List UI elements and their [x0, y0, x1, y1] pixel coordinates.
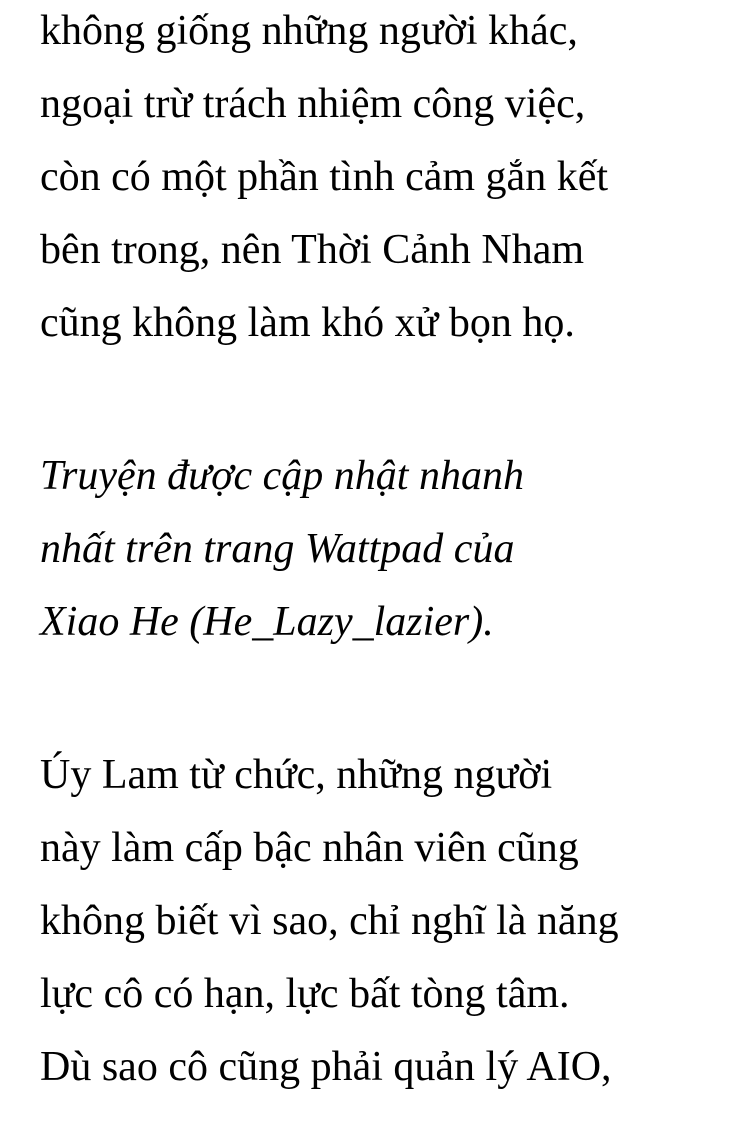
text-line: không giống những người khác, — [40, 8, 578, 54]
text-line: này làm cấp bậc nhân viên cũng — [40, 825, 579, 871]
text-line: nhất trên trang Wattpad của — [40, 526, 515, 572]
text-line: Úy Lam từ chức, những người — [40, 752, 553, 798]
text-line: không biết vì sao, chỉ nghĩ là năng — [40, 898, 619, 944]
text-line: bên trong, nên Thời Cảnh Nham — [40, 227, 585, 273]
paragraph-2-author-note — [40, 440, 725, 659]
text-line: ngoại trừ trách nhiệm công việc, — [40, 81, 586, 127]
text-line: lực cô có hạn, lực bất tòng tâm. — [40, 971, 570, 1017]
text-line: còn có một phần tình cảm gắn kết — [40, 154, 609, 200]
text-line: Truyện được cập nhật nhanh — [40, 453, 524, 499]
text-line: cũng không làm khó xử bọn họ. — [40, 300, 575, 346]
text-line: Xiao He (He_Lazy_lazier). — [40, 599, 494, 645]
text-line: Dù sao cô cũng phải quản lý AIO, — [40, 1044, 612, 1090]
paragraph-3 — [40, 739, 725, 1104]
paragraph-1 — [40, 0, 725, 360]
